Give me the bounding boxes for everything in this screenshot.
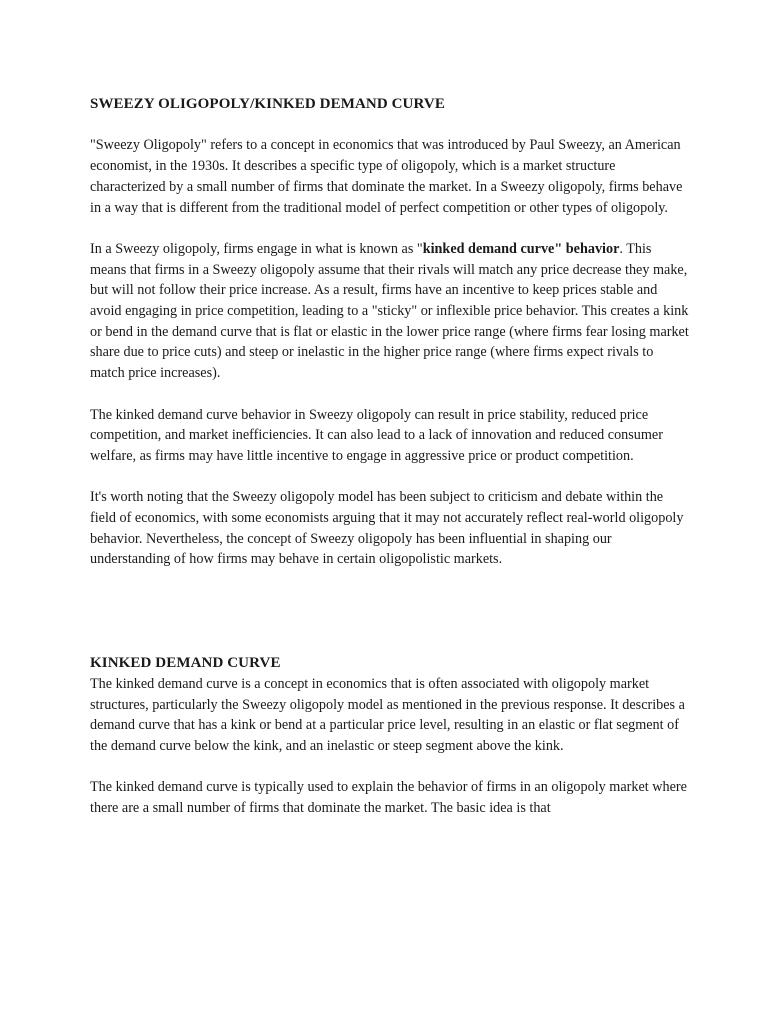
bold-term: kinked demand curve" behavior	[422, 240, 620, 257]
paragraph-criticism: It's worth noting that the Sweezy oligopoly model has been subject to criticism and debate within the field of economics, with some economists arguing that it may not accurately reflect real-world oligopoly behavior. Nevertheless, the concept of Sweezy oligopoly has been influential in shaping our understanding of how firms may behave in certain oligopolistic markets.	[90, 489, 684, 568]
paragraph-kinked-usage: The kinked demand curve is typically used to explain the behavior of firms in an oligopoly market where there are a small number of firms that dominate the market. The basic idea is that	[90, 779, 687, 817]
paragraph-effects: The kinked demand curve behavior in Sweezy oligopoly can result in price stability, reduced price competition, and market inefficiencies. It can also lead to a lack of innovation and reduced consumer welfare, as firms may have little incentive to engage in aggressive price or product competition.	[90, 406, 663, 464]
paragraph-kinked-definition: The kinked demand curve is a concept in economics that is often associated with oligopoly market structures, particularly the Sweezy oligopoly model as mentioned in the previous response. It describes a demand curve that has a kink or bend at a particular price level, resulting in an elastic or flat segment of the demand curve below the kink, and an inelastic or steep segment above the kink.	[90, 675, 685, 754]
paragraph-text-before: In a Sweezy oligopoly, firms engage in what is known as "	[90, 240, 423, 257]
paragraph-kinked-behavior	[90, 239, 690, 384]
document-page	[90, 94, 690, 819]
section-heading-sweezy: SWEEZY OLIGOPOLY/KINKED DEMAND CURVE	[90, 96, 445, 112]
section-heading-kinked: KINKED DEMAND CURVE	[90, 655, 281, 672]
paragraph-sweezy-intro: "Sweezy Oligopoly" refers to a concept in economics that was introduced by Paul Sweezy, an American economist, in the 1930s. It describes a specific type of oligopoly, which is a market structure characterized by a small number of firms that dominate the market. In a Sweezy oligopoly, firms behave in a way that is different from the traditional model of perfect competition or other types of oligopoly.	[90, 137, 683, 216]
paragraph-text-after: . This means that firms in a Sweezy oligopoly assume that their rivals will match any price decrease they make, but will not follow their price increase. As a result, firms have an incentive to keep prices stable and avoid engaging in price competition, leading to a "sticky" or inflexible price behavior. This creates a kink or bend in the demand curve that is flat or elastic in the lower price range (where firms fear losing market share due to price cuts) and steep or inelastic in the higher price range (where firms expect rivals to match price increases).	[90, 240, 689, 382]
